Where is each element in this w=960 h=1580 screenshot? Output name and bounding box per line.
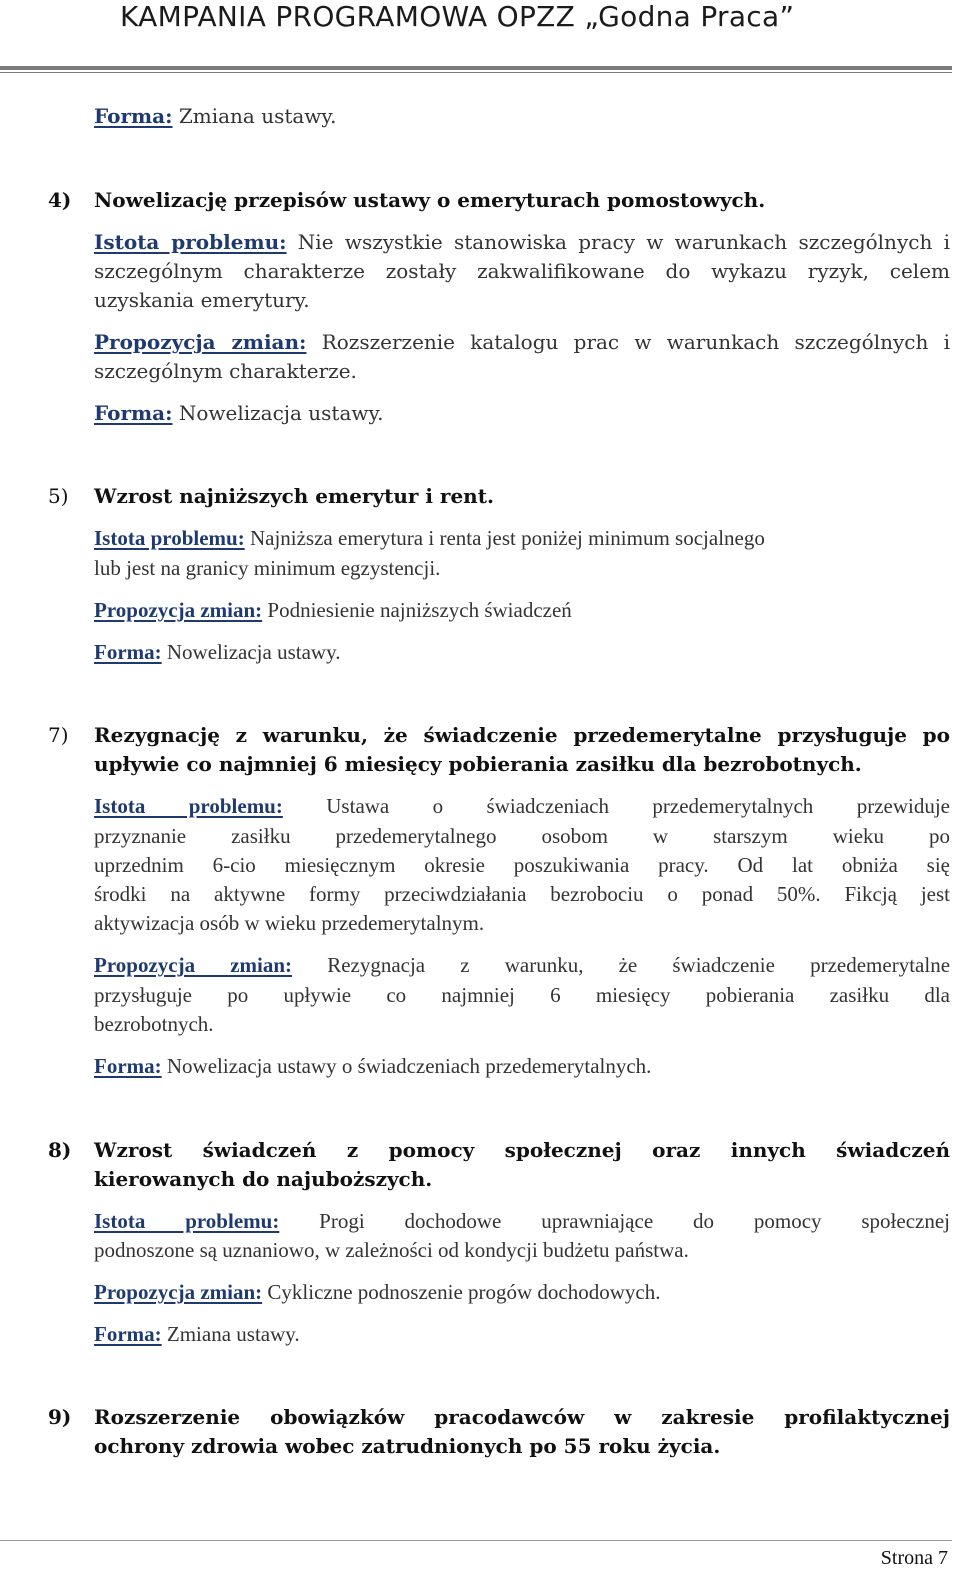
- forma-label: Forma:: [94, 1054, 162, 1078]
- section-4-istota-line-2: szczególnym charakterze zostały zakwalifikowane do wykazu ryzyk, celem: [94, 259, 950, 283]
- section-7-istota-line-4: środki na aktywne formy przeciwdziałania bezrobociu o ponad 50%. Fikcją jest: [94, 882, 950, 906]
- section-7-propozycja-line-1: Propozycja zmian: Rezygnacja z warunku, że świadczenie przedemerytalne: [94, 953, 951, 977]
- istota-label: Istota problemu:: [94, 794, 283, 818]
- istota-label: Istota problemu:: [94, 1209, 280, 1233]
- section-5-propozycja: Propozycja zmian: Podniesienie najniższych świadczeń: [94, 598, 572, 622]
- forma-label: Forma:: [94, 640, 162, 664]
- section-4-istota-line-1: Istota problemu: Nie wszystkie stanowiska pracy w warunkach szczególnych i: [94, 230, 950, 254]
- istota-label: Istota problemu:: [94, 526, 245, 550]
- forma-label: Forma:: [94, 401, 173, 425]
- section-7-istota-line-1: Istota problemu: Ustawa o świadczeniach przedemerytalnych przewiduje: [94, 794, 950, 818]
- propozycja-label: Propozycja zmian:: [94, 598, 263, 622]
- section-7-propozycja-line-3: bezrobotnych.: [94, 1012, 214, 1036]
- section-4-propozycja-line-2: szczególnym charakterze.: [94, 359, 357, 383]
- header-rule-thin: [0, 72, 952, 73]
- section-7-number: 7): [48, 723, 69, 747]
- section-8-number: 8): [48, 1138, 72, 1162]
- page-header-title: KAMPANIA PROGRAMOWA OPZZ „Godna Praca”: [120, 0, 795, 33]
- section-7-propozycja-line-2: przysługuje po upływie co najmniej 6 miesięcy pobierania zasiłku dla: [94, 983, 950, 1007]
- section-5-istota-line-1: Istota problemu: Najniższa emerytura i renta jest poniżej minimum socjalnego: [94, 526, 765, 550]
- section-4-propozycja-line-1: Propozycja zmian: Rozszerzenie katalogu prac w warunkach szczególnych i: [94, 330, 950, 354]
- section-8-forma: Forma: Zmiana ustawy.: [94, 1322, 300, 1346]
- propozycja-label: Propozycja zmian:: [94, 1280, 263, 1304]
- section-5-forma: Forma: Nowelizacja ustawy.: [94, 640, 341, 664]
- section-5-istota-line-2: lub jest na granicy minimum egzystencji.: [94, 556, 441, 580]
- page-number: Strona 7: [880, 1547, 948, 1569]
- section-7-forma: Forma: Nowelizacja ustawy o świadczeniach przedemerytalnych.: [94, 1054, 652, 1078]
- forma-label: Forma:: [94, 104, 173, 128]
- propozycja-label: Propozycja zmian:: [94, 330, 307, 354]
- section-4-istota-line-3: uzyskania emerytury.: [94, 288, 310, 312]
- section-4-forma: Forma: Nowelizacja ustawy.: [94, 401, 384, 425]
- section-7-title-line-2: upływie co najmniej 6 miesięcy pobierania zasiłku dla bezrobotnych.: [94, 752, 862, 776]
- section-4-number: 4): [48, 188, 72, 212]
- section-8-istota-line-1: Istota problemu: Progi dochodowe uprawniające do pomocy społecznej: [94, 1209, 950, 1233]
- forma-label: Forma:: [94, 1322, 162, 1346]
- section-5-title: Wzrost najniższych emerytur i rent.: [94, 484, 494, 508]
- propozycja-label: Propozycja zmian:: [94, 953, 293, 977]
- section-4-title: Nowelizację przepisów ustawy o emeryturach pomostowych.: [94, 188, 766, 212]
- section-8-title-line-2: kierowanych do najuboższych.: [94, 1167, 433, 1191]
- footer-rule: [0, 1540, 952, 1541]
- section-8-propozycja: Propozycja zmian: Cykliczne podnoszenie progów dochodowych.: [94, 1280, 661, 1304]
- section-7-istota-line-2: przyznanie zasiłku przedemerytalnego osobom w starszym wieku po: [94, 824, 950, 848]
- section-9-title-line-1: Rozszerzenie obowiązków pracodawców w zakresie profilaktycznej: [94, 1405, 950, 1429]
- section-8-title-line-1: Wzrost świadczeń z pomocy społecznej oraz innych świadczeń: [94, 1138, 950, 1162]
- section-7-istota-line-3: uprzednim 6-cio miesięcznym okresie poszukiwania pracy. Od lat obniża się: [94, 853, 950, 877]
- forma-text: Zmiana ustawy.: [172, 104, 337, 128]
- istota-label: Istota problemu:: [94, 230, 287, 254]
- section-5-number: 5): [48, 484, 69, 508]
- section-8-istota-line-2: podnoszone są uznaniowo, w zależności od kondycji budżetu państwa.: [94, 1238, 689, 1262]
- section-9-number: 9): [48, 1405, 72, 1429]
- header-rule-thick: [0, 66, 952, 70]
- section-7-title-line-1: Rezygnację z warunku, że świadczenie przedemerytalne przysługuje po: [94, 723, 950, 747]
- section-7-istota-line-5: aktywizacja osób w wieku przedemerytalnym.: [94, 911, 485, 935]
- top-forma: [94, 104, 336, 128]
- section-9-title-line-2: ochrony zdrowia wobec zatrudnionych po 55 roku życia.: [94, 1434, 721, 1458]
